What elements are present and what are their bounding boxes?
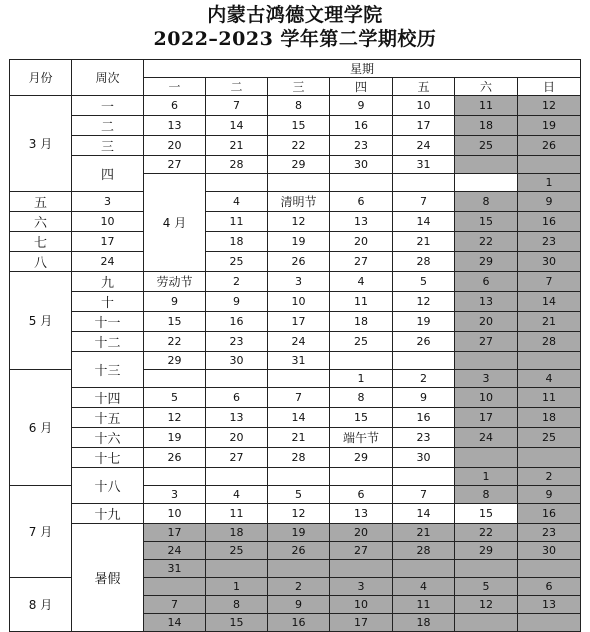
day-cell: 10 (393, 96, 455, 116)
day-cell: 28 (518, 332, 581, 352)
day-cell: 3 (455, 370, 518, 388)
day-cell: 26 (268, 252, 330, 272)
day-cell (144, 370, 206, 388)
day-cell: 11 (393, 596, 455, 614)
day-cell: 5 (144, 388, 206, 408)
day-cell: 12 (518, 96, 581, 116)
day-cell: 12 (455, 596, 518, 614)
day-cell: 7 (144, 596, 206, 614)
header-day: 二 (206, 78, 268, 96)
month-label: 5 月 (10, 272, 72, 370)
day-cell: 28 (268, 448, 330, 468)
day-cell: 16 (393, 408, 455, 428)
day-cell: 15 (330, 408, 393, 428)
day-cell: 28 (393, 252, 455, 272)
week-label: 八 (10, 252, 72, 272)
day-cell (268, 174, 330, 192)
day-cell: 23 (518, 232, 581, 252)
day-cell (206, 560, 268, 578)
day-cell: 23 (393, 428, 455, 448)
day-cell: 12 (268, 212, 330, 232)
day-cell (330, 174, 393, 192)
day-cell (518, 560, 581, 578)
day-cell: 15 (455, 504, 518, 524)
day-cell: 27 (330, 542, 393, 560)
day-cell: 30 (518, 252, 581, 272)
day-cell (268, 370, 330, 388)
day-cell: 9 (330, 96, 393, 116)
day-cell: 21 (268, 428, 330, 448)
day-cell (455, 156, 518, 174)
day-cell: 19 (144, 428, 206, 448)
day-cell: 17 (393, 116, 455, 136)
day-cell: 18 (330, 312, 393, 332)
day-cell (455, 448, 518, 468)
day-cell (206, 370, 268, 388)
day-cell: 31 (393, 156, 455, 174)
day-cell: 21 (393, 524, 455, 542)
day-cell: 27 (330, 252, 393, 272)
day-cell: 18 (455, 116, 518, 136)
day-cell: 17 (268, 312, 330, 332)
day-cell: 22 (455, 232, 518, 252)
day-cell: 27 (455, 332, 518, 352)
day-cell: 4 (206, 192, 268, 212)
day-cell: 7 (393, 486, 455, 504)
day-cell: 30 (393, 448, 455, 468)
week-label: 十九 (72, 504, 144, 524)
day-cell: 17 (72, 232, 144, 252)
day-cell (518, 352, 581, 370)
day-cell: 4 (518, 370, 581, 388)
day-cell: 11 (518, 388, 581, 408)
day-cell: 17 (144, 524, 206, 542)
summer-label: 暑假 (72, 524, 144, 632)
day-cell: 5 (455, 578, 518, 596)
day-cell: 18 (393, 614, 455, 632)
day-cell (518, 156, 581, 174)
day-cell (455, 174, 518, 192)
day-cell: 17 (330, 614, 393, 632)
week-label: 七 (10, 232, 72, 252)
day-cell: 20 (455, 312, 518, 332)
day-cell: 15 (144, 312, 206, 332)
day-cell: 24 (144, 542, 206, 560)
day-cell: 14 (268, 408, 330, 428)
day-cell: 20 (144, 136, 206, 156)
day-cell: 13 (455, 292, 518, 312)
month-label: 4 月 (144, 174, 206, 272)
day-cell: 28 (206, 156, 268, 174)
day-cell: 29 (268, 156, 330, 174)
day-cell: 12 (268, 504, 330, 524)
day-cell (393, 560, 455, 578)
day-cell: 27 (144, 156, 206, 174)
week-label: 十二 (72, 332, 144, 352)
week-label: 五 (10, 192, 72, 212)
week-label: 十四 (72, 388, 144, 408)
day-cell: 2 (518, 468, 581, 486)
day-cell: 18 (206, 524, 268, 542)
day-cell: 24 (393, 136, 455, 156)
header-day: 日 (518, 78, 581, 96)
day-cell: 5 (393, 272, 455, 292)
day-cell: 30 (330, 156, 393, 174)
day-cell: 9 (393, 388, 455, 408)
day-cell (518, 614, 581, 632)
day-cell (393, 174, 455, 192)
day-cell: 26 (393, 332, 455, 352)
day-cell: 21 (206, 136, 268, 156)
week-label: 十一 (72, 312, 144, 332)
day-cell: 24 (455, 428, 518, 448)
day-cell: 25 (206, 542, 268, 560)
day-cell: 26 (144, 448, 206, 468)
header-month: 月份 (10, 60, 72, 96)
week-label: 十 (72, 292, 144, 312)
day-cell: 23 (518, 524, 581, 542)
day-cell: 27 (206, 448, 268, 468)
day-cell: 6 (330, 192, 393, 212)
day-cell: 21 (518, 312, 581, 332)
day-cell: 30 (518, 542, 581, 560)
day-cell: 30 (206, 352, 268, 370)
day-cell: 4 (206, 486, 268, 504)
day-cell: 19 (268, 524, 330, 542)
day-cell: 6 (330, 486, 393, 504)
day-cell: 9 (518, 192, 581, 212)
week-label: 一 (72, 96, 144, 116)
day-cell: 8 (268, 96, 330, 116)
day-cell: 29 (455, 542, 518, 560)
day-cell: 3 (72, 192, 144, 212)
day-cell: 9 (206, 292, 268, 312)
day-cell: 20 (330, 524, 393, 542)
day-cell: 11 (206, 504, 268, 524)
day-cell: 2 (268, 578, 330, 596)
day-cell (330, 468, 393, 486)
month-label: 3 月 (10, 96, 72, 192)
day-cell: 2 (393, 370, 455, 388)
week-label: 十七 (72, 448, 144, 468)
week-label: 三 (72, 136, 144, 156)
header-week: 周次 (72, 60, 144, 96)
day-cell: 20 (330, 232, 393, 252)
day-cell: 16 (330, 116, 393, 136)
day-cell: 10 (268, 292, 330, 312)
day-cell: 16 (518, 212, 581, 232)
header-day: 四 (330, 78, 393, 96)
month-label: 7 月 (10, 486, 72, 578)
month-label: 8 月 (10, 578, 72, 632)
day-cell: 9 (518, 486, 581, 504)
day-cell (330, 560, 393, 578)
calendar-table-wrapper (9, 59, 580, 632)
day-cell (144, 468, 206, 486)
day-cell: 6 (518, 578, 581, 596)
day-cell: 11 (455, 96, 518, 116)
day-cell: 6 (206, 388, 268, 408)
day-cell: 20 (206, 428, 268, 448)
day-cell: 23 (206, 332, 268, 352)
day-cell: 25 (455, 136, 518, 156)
day-cell (518, 448, 581, 468)
day-cell (455, 352, 518, 370)
day-cell: 7 (206, 96, 268, 116)
day-cell: 9 (268, 596, 330, 614)
day-cell: 15 (206, 614, 268, 632)
day-cell: 10 (330, 596, 393, 614)
day-cell: 16 (206, 312, 268, 332)
day-cell: 3 (268, 272, 330, 292)
day-cell: 8 (455, 486, 518, 504)
day-cell: 1 (206, 578, 268, 596)
day-cell: 9 (144, 292, 206, 312)
day-cell: 10 (72, 212, 144, 232)
day-cell: 10 (455, 388, 518, 408)
day-cell: 19 (393, 312, 455, 332)
day-cell: 26 (268, 542, 330, 560)
day-cell (206, 468, 268, 486)
day-cell: 21 (393, 232, 455, 252)
day-cell: 22 (455, 524, 518, 542)
calendar-title: 内蒙古鸿德文理学院 (207, 4, 383, 26)
week-label: 二 (72, 116, 144, 136)
day-cell: 8 (455, 192, 518, 212)
day-cell: 22 (268, 136, 330, 156)
day-cell: 25 (518, 428, 581, 448)
month-label: 6 月 (10, 370, 72, 486)
day-cell: 24 (268, 332, 330, 352)
day-cell: 17 (455, 408, 518, 428)
week-label: 十八 (72, 468, 144, 504)
day-cell: 8 (330, 388, 393, 408)
day-cell: 7 (518, 272, 581, 292)
day-cell: 19 (518, 116, 581, 136)
day-cell: 12 (144, 408, 206, 428)
school-calendar-table (9, 59, 581, 632)
week-label: 十六 (72, 428, 144, 448)
day-cell: 31 (268, 352, 330, 370)
day-cell: 13 (518, 596, 581, 614)
day-cell: 7 (393, 192, 455, 212)
day-cell: 5 (268, 486, 330, 504)
day-cell: 25 (206, 252, 268, 272)
header-weekday-group: 星期 (144, 60, 581, 78)
day-cell: 4 (393, 578, 455, 596)
day-cell: 2 (206, 272, 268, 292)
day-cell: 29 (144, 352, 206, 370)
day-cell (268, 468, 330, 486)
header-day: 一 (144, 78, 206, 96)
day-cell: 6 (455, 272, 518, 292)
day-cell: 12 (393, 292, 455, 312)
day-cell: 13 (330, 504, 393, 524)
day-cell: 1 (518, 174, 581, 192)
day-cell: 13 (330, 212, 393, 232)
header-day: 五 (393, 78, 455, 96)
week-label: 九 (72, 272, 144, 292)
day-cell: 31 (144, 560, 206, 578)
day-cell: 端午节 (330, 428, 393, 448)
day-cell: 4 (330, 272, 393, 292)
day-cell: 23 (330, 136, 393, 156)
day-cell: 3 (144, 486, 206, 504)
day-cell: 22 (144, 332, 206, 352)
header-day: 三 (268, 78, 330, 96)
week-label: 六 (10, 212, 72, 232)
day-cell: 11 (330, 292, 393, 312)
day-cell: 清明节 (268, 192, 330, 212)
week-label: 十三 (72, 352, 144, 388)
day-cell (393, 352, 455, 370)
day-cell: 19 (268, 232, 330, 252)
day-cell (455, 614, 518, 632)
day-cell: 14 (518, 292, 581, 312)
day-cell: 15 (455, 212, 518, 232)
week-label: 四 (72, 156, 144, 192)
day-cell: 18 (518, 408, 581, 428)
day-cell: 14 (393, 212, 455, 232)
day-cell: 26 (518, 136, 581, 156)
day-cell (268, 560, 330, 578)
day-cell: 11 (206, 212, 268, 232)
day-cell: 13 (206, 408, 268, 428)
day-cell: 18 (206, 232, 268, 252)
day-cell: 10 (144, 504, 206, 524)
day-cell: 7 (268, 388, 330, 408)
day-cell: 3 (330, 578, 393, 596)
week-label: 十五 (72, 408, 144, 428)
day-cell (144, 578, 206, 596)
day-cell: 13 (144, 116, 206, 136)
day-cell (393, 468, 455, 486)
day-cell: 24 (72, 252, 144, 272)
day-cell: 29 (455, 252, 518, 272)
day-cell: 14 (393, 504, 455, 524)
day-cell: 6 (144, 96, 206, 116)
day-cell: 28 (393, 542, 455, 560)
day-cell: 14 (144, 614, 206, 632)
day-cell: 1 (455, 468, 518, 486)
day-cell: 14 (206, 116, 268, 136)
day-cell: 15 (268, 116, 330, 136)
day-cell: 劳动节 (144, 272, 206, 292)
day-cell: 16 (268, 614, 330, 632)
day-cell: 29 (330, 448, 393, 468)
header-day: 六 (455, 78, 518, 96)
day-cell: 25 (330, 332, 393, 352)
day-cell: 1 (330, 370, 393, 388)
day-cell (455, 560, 518, 578)
day-cell (330, 352, 393, 370)
day-cell: 16 (518, 504, 581, 524)
day-cell: 8 (206, 596, 268, 614)
calendar-subtitle: 2022–2023 学年第二学期校历 (153, 28, 437, 50)
day-cell (206, 174, 268, 192)
